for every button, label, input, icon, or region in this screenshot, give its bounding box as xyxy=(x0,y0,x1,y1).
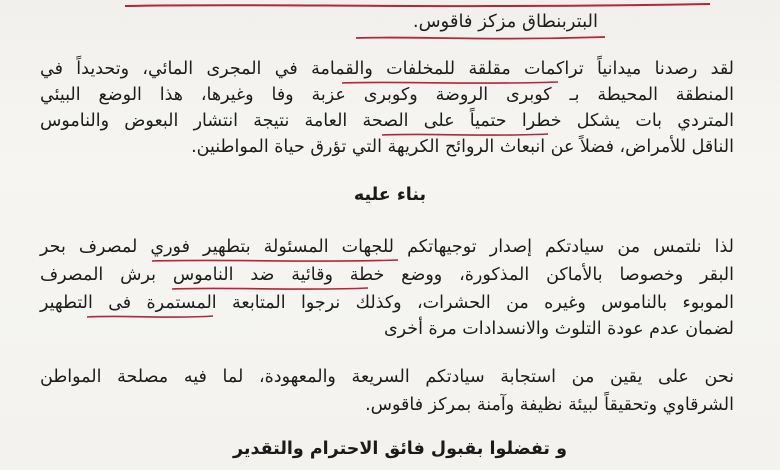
paragraph-1-line-2: المنطقة المحيطة بـ كوبرى الروضة وكوبرى عزبة وفا وغيرها، هذا الوضع البيئي xyxy=(40,85,734,105)
underline-p2-l3 xyxy=(85,312,215,322)
paragraph-3-line-2: الشرقاوي وتحقيقاً لبيئة نظيفة وآمنة بمركز فاقوس. xyxy=(365,395,734,415)
closing-line: و تفضلوا بقبول فائق الاحترام والتقدير xyxy=(233,439,567,459)
paragraph-2-line-4: لضمان عدم عودة التلوث والانسدادات مرة أخرى xyxy=(383,319,734,339)
underline-p2-l1 xyxy=(150,256,400,266)
paragraph-2-line-2: البقر وخصوصا بالأماكن المذكورة، ووضع خطة وقائية ضد الناموس برش المصرف xyxy=(40,265,734,285)
paragraph-1-line-1: لقد رصدنا ميدانياً تراكمات مقلقة للمخلفات والقمامة في المجرى المائي، وتحديداً في xyxy=(40,59,734,79)
underline-p1-l3 xyxy=(380,130,550,140)
section-heading: بناء عليه xyxy=(353,185,427,205)
paragraph-1-line-4: الناقل للأمراض، فضلاً عن انبعاث الروائح الكريهة التي تؤرق حياة المواطنين. xyxy=(191,137,734,157)
heading-tail: البتربنطاق مزكز فاقوس. xyxy=(412,11,598,32)
underline-p2-l2 xyxy=(170,284,370,294)
underline-p1-l1 xyxy=(340,78,560,88)
paragraph-1-line-3: المتردي بات يشكل خطرا حتمياً على الصحة العامة نتيجة انتشار البعوض والناموس xyxy=(40,111,734,131)
paragraph-2-line-3: الموبوء بالناموس وغيره من الحشرات، وكذلك نرجوا المتابعة المستمرة فى التطهير xyxy=(40,293,734,313)
paragraph-3-line-1: نحن على يقين من استجابة سيادتكم السريعة والمعهودة، لما فيه مصلحة المواطن xyxy=(40,367,734,387)
paragraph-2-line-1: لذا نلتمس من سيادتكم إصدار توجيهاتكم للجهات المسئولة بتطهير فوري لمصرف بحر xyxy=(40,237,734,257)
heading-underline xyxy=(353,32,608,44)
